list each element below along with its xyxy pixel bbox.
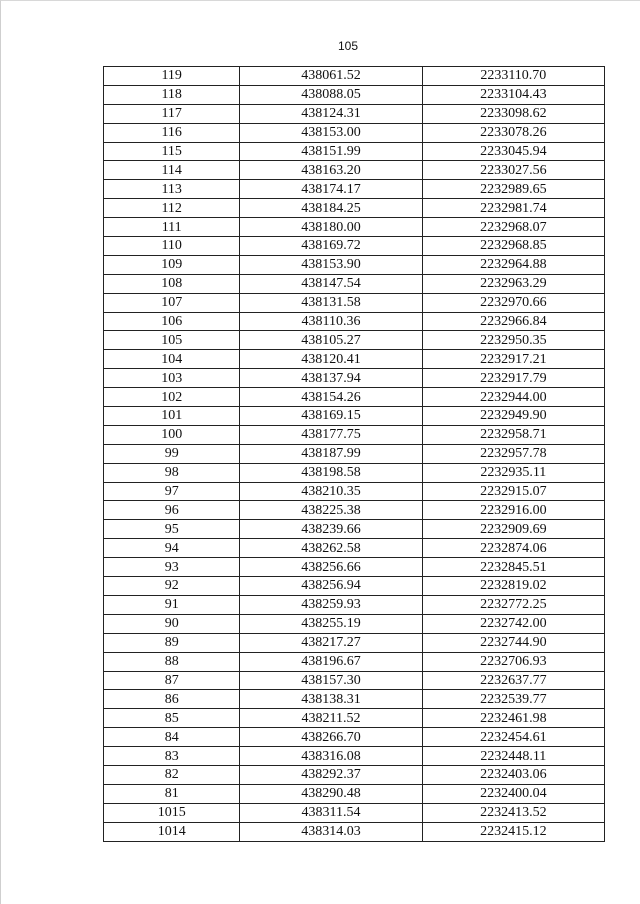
y-coordinate-cell: 2232917.79 [422, 369, 604, 388]
point-number-cell: 93 [104, 558, 240, 577]
x-coordinate-cell: 438316.08 [240, 747, 422, 766]
point-number-cell: 100 [104, 425, 240, 444]
table-row [104, 728, 605, 747]
y-coordinate-cell: 2233104.43 [422, 85, 604, 104]
y-coordinate-cell: 2232915.07 [422, 482, 604, 501]
point-number-cell: 87 [104, 671, 240, 690]
y-coordinate-cell: 2232949.90 [422, 407, 604, 426]
table-row [104, 520, 605, 539]
point-number-cell: 86 [104, 690, 240, 709]
table-row [104, 123, 605, 142]
point-number-cell: 106 [104, 312, 240, 331]
y-coordinate-cell: 2232461.98 [422, 709, 604, 728]
table-row [104, 142, 605, 161]
point-number-cell: 99 [104, 444, 240, 463]
x-coordinate-cell: 438314.03 [240, 822, 422, 841]
point-number-cell: 85 [104, 709, 240, 728]
x-coordinate-cell: 438157.30 [240, 671, 422, 690]
point-number-cell: 107 [104, 293, 240, 312]
x-coordinate-cell: 438110.36 [240, 312, 422, 331]
point-number-cell: 110 [104, 237, 240, 256]
x-coordinate-cell: 438217.27 [240, 633, 422, 652]
y-coordinate-cell: 2232916.00 [422, 501, 604, 520]
y-coordinate-cell: 2232968.85 [422, 237, 604, 256]
point-number-cell: 84 [104, 728, 240, 747]
point-number-cell: 101 [104, 407, 240, 426]
table-row [104, 709, 605, 728]
point-number-cell: 111 [104, 218, 240, 237]
point-number-cell: 96 [104, 501, 240, 520]
x-coordinate-cell: 438256.94 [240, 577, 422, 596]
x-coordinate-cell: 438177.75 [240, 425, 422, 444]
table-row [104, 274, 605, 293]
point-number-cell: 118 [104, 85, 240, 104]
x-coordinate-cell: 438211.52 [240, 709, 422, 728]
point-number-cell: 83 [104, 747, 240, 766]
y-coordinate-cell: 2232964.88 [422, 255, 604, 274]
table-row [104, 407, 605, 426]
y-coordinate-cell: 2233110.70 [422, 67, 604, 86]
y-coordinate-cell: 2232819.02 [422, 577, 604, 596]
point-number-cell: 103 [104, 369, 240, 388]
y-coordinate-cell: 2232742.00 [422, 614, 604, 633]
y-coordinate-cell: 2232637.77 [422, 671, 604, 690]
y-coordinate-cell: 2233078.26 [422, 123, 604, 142]
x-coordinate-cell: 438169.15 [240, 407, 422, 426]
x-coordinate-cell: 438290.48 [240, 784, 422, 803]
point-number-cell: 90 [104, 614, 240, 633]
x-coordinate-cell: 438180.00 [240, 218, 422, 237]
y-coordinate-cell: 2232845.51 [422, 558, 604, 577]
table-row [104, 350, 605, 369]
point-number-cell: 114 [104, 161, 240, 180]
table-row [104, 180, 605, 199]
y-coordinate-cell: 2232539.77 [422, 690, 604, 709]
table-row [104, 388, 605, 407]
table-row [104, 331, 605, 350]
table-row [104, 463, 605, 482]
table-row [104, 747, 605, 766]
table-row [104, 255, 605, 274]
y-coordinate-cell: 2232744.90 [422, 633, 604, 652]
y-coordinate-cell: 2232706.93 [422, 652, 604, 671]
point-number-cell: 119 [104, 67, 240, 86]
page-number: 105 [337, 39, 359, 53]
x-coordinate-cell: 438137.94 [240, 369, 422, 388]
x-coordinate-cell: 438154.26 [240, 388, 422, 407]
x-coordinate-cell: 438131.58 [240, 293, 422, 312]
table-row [104, 218, 605, 237]
x-coordinate-cell: 438187.99 [240, 444, 422, 463]
point-number-cell: 102 [104, 388, 240, 407]
x-coordinate-cell: 438292.37 [240, 765, 422, 784]
x-coordinate-cell: 438239.66 [240, 520, 422, 539]
y-coordinate-cell: 2232413.52 [422, 803, 604, 822]
point-number-cell: 112 [104, 199, 240, 218]
table-row [104, 765, 605, 784]
table-row [104, 614, 605, 633]
point-number-cell: 89 [104, 633, 240, 652]
x-coordinate-cell: 438138.31 [240, 690, 422, 709]
table-row [104, 312, 605, 331]
y-coordinate-cell: 2232448.11 [422, 747, 604, 766]
x-coordinate-cell: 438259.93 [240, 595, 422, 614]
table-row [104, 501, 605, 520]
y-coordinate-cell: 2232957.78 [422, 444, 604, 463]
x-coordinate-cell: 438153.90 [240, 255, 422, 274]
x-coordinate-cell: 438174.17 [240, 180, 422, 199]
x-coordinate-cell: 438225.38 [240, 501, 422, 520]
y-coordinate-cell: 2233027.56 [422, 161, 604, 180]
table-row [104, 577, 605, 596]
x-coordinate-cell: 438120.41 [240, 350, 422, 369]
table-row [104, 369, 605, 388]
coordinates-table [103, 66, 605, 842]
table-row [104, 237, 605, 256]
table-row [104, 784, 605, 803]
y-coordinate-cell: 2232958.71 [422, 425, 604, 444]
table-row [104, 671, 605, 690]
x-coordinate-cell: 438262.58 [240, 539, 422, 558]
point-number-cell: 94 [104, 539, 240, 558]
point-number-cell: 81 [104, 784, 240, 803]
point-number-cell: 91 [104, 595, 240, 614]
x-coordinate-cell: 438147.54 [240, 274, 422, 293]
point-number-cell: 98 [104, 463, 240, 482]
y-coordinate-cell: 2232403.06 [422, 765, 604, 784]
point-number-cell: 116 [104, 123, 240, 142]
x-coordinate-cell: 438124.31 [240, 104, 422, 123]
y-coordinate-cell: 2232963.29 [422, 274, 604, 293]
point-number-cell: 88 [104, 652, 240, 671]
point-number-cell: 108 [104, 274, 240, 293]
x-coordinate-cell: 438198.58 [240, 463, 422, 482]
x-coordinate-cell: 438088.05 [240, 85, 422, 104]
y-coordinate-cell: 2232966.84 [422, 312, 604, 331]
y-coordinate-cell: 2232909.69 [422, 520, 604, 539]
point-number-cell: 104 [104, 350, 240, 369]
table-row [104, 482, 605, 501]
point-number-cell: 115 [104, 142, 240, 161]
table-row [104, 558, 605, 577]
table-row [104, 161, 605, 180]
point-number-cell: 97 [104, 482, 240, 501]
table-row [104, 293, 605, 312]
y-coordinate-cell: 2232950.35 [422, 331, 604, 350]
y-coordinate-cell: 2232917.21 [422, 350, 604, 369]
x-coordinate-cell: 438105.27 [240, 331, 422, 350]
table-row [104, 633, 605, 652]
table-row [104, 67, 605, 86]
table-row [104, 85, 605, 104]
table-row [104, 425, 605, 444]
point-number-cell: 92 [104, 577, 240, 596]
point-number-cell: 105 [104, 331, 240, 350]
x-coordinate-cell: 438255.19 [240, 614, 422, 633]
x-coordinate-cell: 438163.20 [240, 161, 422, 180]
table-row [104, 444, 605, 463]
y-coordinate-cell: 2232981.74 [422, 199, 604, 218]
table-row [104, 199, 605, 218]
y-coordinate-cell: 2232415.12 [422, 822, 604, 841]
x-coordinate-cell: 438169.72 [240, 237, 422, 256]
table-row [104, 803, 605, 822]
x-coordinate-cell: 438210.35 [240, 482, 422, 501]
x-coordinate-cell: 438153.00 [240, 123, 422, 142]
x-coordinate-cell: 438256.66 [240, 558, 422, 577]
x-coordinate-cell: 438061.52 [240, 67, 422, 86]
y-coordinate-cell: 2232874.06 [422, 539, 604, 558]
table-row [104, 690, 605, 709]
y-coordinate-cell: 2233098.62 [422, 104, 604, 123]
y-coordinate-cell: 2232935.11 [422, 463, 604, 482]
point-number-cell: 117 [104, 104, 240, 123]
y-coordinate-cell: 2232400.04 [422, 784, 604, 803]
table-row [104, 539, 605, 558]
x-coordinate-cell: 438151.99 [240, 142, 422, 161]
y-coordinate-cell: 2232944.00 [422, 388, 604, 407]
table-row [104, 652, 605, 671]
point-number-cell: 82 [104, 765, 240, 784]
x-coordinate-cell: 438184.25 [240, 199, 422, 218]
y-coordinate-cell: 2232989.65 [422, 180, 604, 199]
point-number-cell: 109 [104, 255, 240, 274]
y-coordinate-cell: 2232772.25 [422, 595, 604, 614]
table-row [104, 104, 605, 123]
x-coordinate-cell: 438266.70 [240, 728, 422, 747]
point-number-cell: 1015 [104, 803, 240, 822]
coordinates-table-body [104, 67, 605, 842]
x-coordinate-cell: 438311.54 [240, 803, 422, 822]
y-coordinate-cell: 2232968.07 [422, 218, 604, 237]
point-number-cell: 95 [104, 520, 240, 539]
table-row [104, 595, 605, 614]
x-coordinate-cell: 438196.67 [240, 652, 422, 671]
point-number-cell: 113 [104, 180, 240, 199]
y-coordinate-cell: 2232970.66 [422, 293, 604, 312]
y-coordinate-cell: 2233045.94 [422, 142, 604, 161]
y-coordinate-cell: 2232454.61 [422, 728, 604, 747]
table-row [104, 822, 605, 841]
point-number-cell: 1014 [104, 822, 240, 841]
